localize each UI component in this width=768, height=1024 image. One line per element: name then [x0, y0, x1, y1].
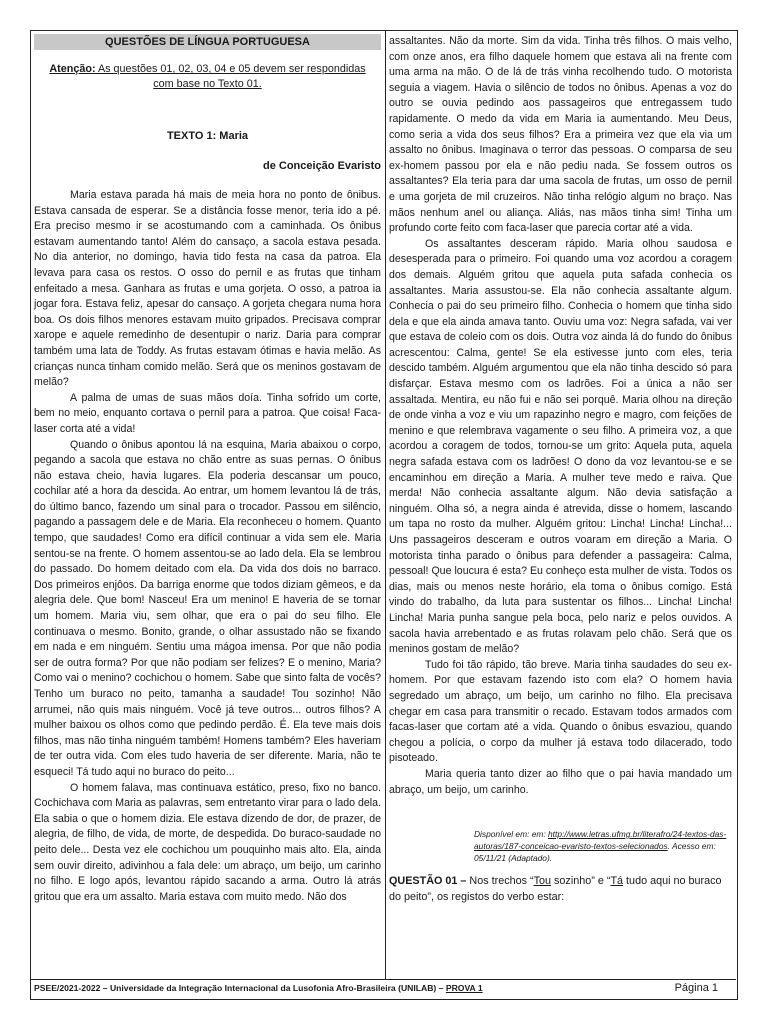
- left-column: [34, 34, 381, 905]
- section-title: QUESTÕES DE LÍNGUA PORTUGUESA: [34, 34, 381, 50]
- text-title: TEXTO 1: Maria: [166, 130, 249, 142]
- paragraph: Quando o ônibus apontou lá na esquina, Maria abaixou o corpo, pegando a sacola que estava no chão entre as suas pernas. O ônibus não estava cheio, havia lugares. Ela poderia descansar um pouco, cochilar até a hora da descida. Ao entrar, um homem levantou lá de trás, do último banco, fazendo um sinal para o trocador. Passou em silêncio, pagando a passagem dele e de Maria. Ela reconheceu o homem. Quanto tempo, que saudades! Como era difícil continuar a vida sem ele. Maria sentou-se na frente. O homem assentou-se ao lado dela. Ela se lembrou do passado. Do homem deitado com ela. Da vida dos dois no barraco. Dos primeiros enjôos. Da barriga enorme que todos diziam gêmeos, e da alegria dele. Que bom! Nasceu! Era um menino! E haveria de se tornar um homem. Maria viu, sem olhar, que era o pai do seu filho. Ele continuava o mesmo. Bonito, grande, o olhar assustado não se fixando em nada e em ninguém. Sentiu uma mágoa imensa. Por que não podia ser de outra forma? Por que não podiam ser felizes? E o menino, Maria? Como vai o menino? cochichou o homem. Sabe que sinto falta de vocês? Tenho um buraco no peito, tamanha a saudade! Tou sozinho! Não arrumei, não quis mais ninguém. Você já teve outros... outros filhos? A mulher baixou os olhos como que pedindo perdão. É. Ela teve mais dois filhos, mas não tinha ninguém também! Homens também? Eles haveriam de ter outra vida. Com eles tudo haveria de ser diferente. Maria, não te esqueci! Tá tudo aqui no buraco do peito...: [34, 438, 381, 778]
- question-text-3: tudo aqui no buraco do peito”, os registos do verbo estar:: [389, 875, 722, 903]
- question-text-1: Nos trechos “: [466, 875, 534, 888]
- attention-label: Atenção:: [49, 63, 96, 75]
- paragraph: O homem falava, mas continuava estático, preso, fixo no banco. Cochichava com Maria as palavras, sem entretanto virar para o lado dela. Ela sabia o que o homem dizia. Ele estava dizendo de dor, de prazer, de alegria, de filho, de vida, de morte, de despedida. Do buraco-saudade no peito dele... Desta vez ele cochichou um pouquinho mais alto. Ela, ainda sem ouvir direito, adivinhou a fala dele: um abraço, um beijo, um carinho no filho. E logo após, levantou rápido sacando a arma. Outro lá atrás gritou que era um assalto. Maria estava com muito medo. Não dos: [34, 781, 381, 903]
- footer-prova: PROVA 1: [445, 983, 483, 993]
- paragraph: A palma de umas de suas mãos doía. Tinha sofrido um corte, bem no meio, enquanto cortava o pernil para a patroa. Que coisa! Faca-laser corta até a vida!: [34, 391, 381, 435]
- footer-text: PSEE/2021-2022 – Universidade da Integração Internacional da Lusofonia Afro-Brasileira (UNILAB) –: [34, 983, 446, 993]
- column-divider: [385, 31, 386, 980]
- page-number: Página 1: [674, 982, 718, 994]
- footer-rule: [31, 979, 736, 980]
- passage-left: [34, 188, 381, 905]
- page-footer: [34, 981, 734, 995]
- source-link[interactable]: http://www.letras.ufmg.br/literafro/24-textos-das-autoras/187-conceicao-evaristo-textos-selecionados: [474, 829, 727, 852]
- question-label: QUESTÃO 01 –: [389, 875, 467, 888]
- paragraph: Tudo foi tão rápido, tão breve. Maria tinha saudades do seu ex-homem. Por que estavam fazendo isto com ela? O homem havia segredado um abraço, um beijo, um carinho no filho. Ela precisava chegar em casa para transmitir o recado. Estavam todos armados com facas-laser que cortam até a vida. Quando o ônibus esvaziou, quando chegou a polícia, o corpo da mulher já estava todo dilacerado, todo pisoteado.: [389, 658, 732, 765]
- text-author: de Conceição Evaristo: [263, 160, 381, 172]
- attention-text-1: As questões 01, 02, 03, 04 e 05 devem ser respondidas: [95, 63, 366, 75]
- attention-text-2: com base no Texto 01.: [153, 78, 262, 90]
- paragraph: Os assaltantes desceram rápido. Maria olhou saudosa e desesperada para o primeiro. Foi quando uma voz acordou a coragem dos demais. Alguém gritou que aquela puta safada conhecia os assaltantes. Maria assustou-se. Ela não conhecia assaltante algum. Conhecia o pai do seu primeiro filho. Conhecia o homem que tinha sido dela e que ela ainda amava tanto. Ouviu uma voz: Negra safada, vai ver que estava de coleio com os dois. Outra voz ainda lá do fundo do ônibus acrescentou: Calma, gente! Se ela estivesse junto com eles, teria descido também. Alguém argumentou que ela não tinha descido só para disfarçar. Estava mesmo com os ladrões. Foi a única a não ser assaltada. Mentira, eu não fui e não sei porquê. Maria olhou na direção de onde vinha a voz e viu um rapazinho negro e magro, com feições de menino e que relembrava vagamente o seu filho. A primeira voz, a que acordou a coragem de todos, tornou-se um grito: Aquela puta, aquela negra safada estava com os ladrões! O dono da voz levantou-se e se encaminhou em direção a Maria. A mulher teve medo e raiva. Que merda! Não conhecia assaltante algum. Não devia satisfação a ninguém. Olha só, a negra ainda é atrevida, disse o homem, lascando um tapa no rosto da mulher. Alguém gritou: Lincha! Lincha! Lincha!... Uns passageiros desceram e outros voaram em direção a Maria. O motorista tinha parado o ônibus para defender a passageira: Calma, pessoal! Que loucura é esta? Eu conheço esta mulher de vista. Todos os dias, mais ou menos neste horário, ela toma o ônibus comigo. Está vindo do trabalho, da luta para sustentar os filhos... Lincha! Lincha! Lincha! Maria punha sangue pela boca, pelo nariz e pelos ouvidos. A sacola havia arrebentado e as frutas rolavam pelo chão. Será que os meninos gostam de melão?: [389, 237, 732, 656]
- source-suffix: . Acesso em: 05/11/21 (Adaptado).: [474, 841, 716, 864]
- source-prefix: Disponível em: em:: [474, 829, 549, 840]
- question-text-2: sozinho” e “: [551, 875, 611, 888]
- paragraph: Maria estava parada há mais de meia hora no ponto de ônibus. Estava cansada de esperar. Se a distância fosse menor, teria ido a pé. Era preciso mesmo ir se acostumando com a caminhada. Os ônibus estavam aumentando tanto! Além do cansaço, a sacola estava pesada. No dia anterior, no domingo, havia tido festa na casa da patroa. Ela levava para casa os restos. O osso do pernil e as frutas que tinham enfeitado a mesa. Ganhara as frutas e uma gorjeta. O osso, a patroa ia jogar fora. Estava feliz, apesar do cansaço. A gorjeta chegara numa hora boa. Os dois filhos menores estavam muito gripados. Precisava comprar xarope e aquele remedinho de desentupir o nariz. Daria para comprar também uma lata de Toddy. As frutas estavam ótimas e havia melão. As crianças nunca tinham comido melão. Será que os meninos gostavam de melão?: [34, 189, 381, 389]
- source-citation: [474, 828, 732, 864]
- question-term-1: Tou: [533, 875, 552, 888]
- paragraph: assaltantes. Não da morte. Sim da vida. Tinha três filhos. O mais velho, com onze anos, era filho daquele homem que estava ali na frente com uma arma na mão. O de lá de trás vinha recolhendo tudo. O motorista seguia a viagem. Havia o silêncio de todos no ônibus. Apenas a voz do outro se ouvia pedindo aos passageiros que entregassem tudo rapidamente. O medo da vida em Maria ia aumentando. Meu Deus, como seria a vida dos seus filhos? Era a primeira vez que ela via um assalto no ônibus. Imaginava o terror das pessoas. O comparsa de seu ex-homem passou por ela e não pediu nada. Se fossem outros os assaltantes? Ela teria para dar uma sacola de frutas, um osso de pernil e uma gorjeta de mil cruzeiros. Não tinha relógio algum no braço. Nas mãos nenhum anel ou aliança. Aliás, nas mãos tinha sim! Tinha um profundo corte feito com faca-laser que parecia cortar até a vida.: [389, 35, 732, 235]
- paragraph: Maria queria tanto dizer ao filho que o pai havia mandado um abraço, um beijo, um carinho.: [389, 767, 732, 796]
- attention-note: [34, 62, 381, 92]
- right-column: [389, 34, 732, 905]
- question-term-2: Tá: [610, 875, 624, 888]
- question-01: [389, 874, 732, 905]
